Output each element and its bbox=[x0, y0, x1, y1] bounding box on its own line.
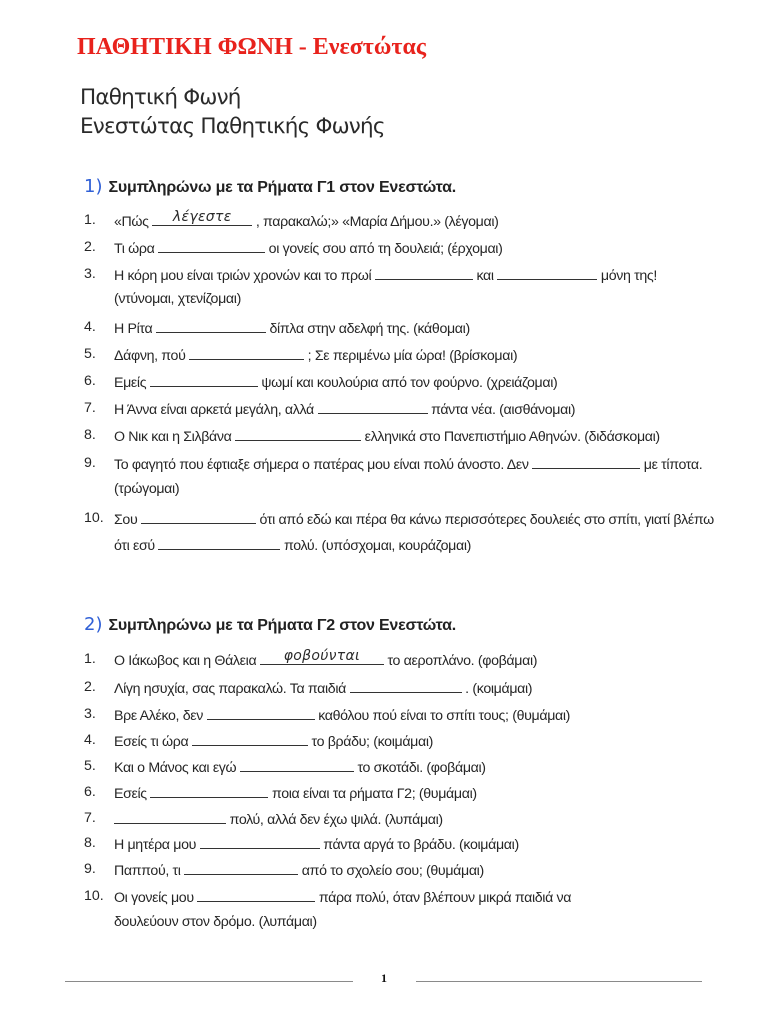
item-text: Οι γονείς μου bbox=[114, 890, 198, 906]
section-heading-2 bbox=[84, 614, 456, 635]
item-number: 10. bbox=[84, 510, 104, 526]
item-number: 4. bbox=[84, 732, 96, 748]
item-text: , παρακαλώ;» «Μαρία Δήμου.» (λέγομαι) bbox=[252, 214, 499, 230]
item-text: Παππού, τι bbox=[114, 863, 185, 879]
section-number: 1) bbox=[84, 176, 103, 197]
item-text: Ο Νικ και η Σιλβάνα bbox=[114, 429, 236, 445]
item-text: με τίποτα. bbox=[640, 457, 703, 473]
answer-blank[interactable] bbox=[200, 834, 320, 849]
answer-blank[interactable] bbox=[192, 731, 308, 746]
section-heading-1 bbox=[84, 176, 456, 197]
item-text: πάντα αργά το βράδυ. (κοιμάμαι) bbox=[319, 837, 519, 853]
item-text: Εσείς bbox=[114, 786, 151, 802]
answer-blank[interactable] bbox=[158, 535, 280, 550]
handwritten-answer: λέγεστε bbox=[172, 209, 232, 225]
answer-blank[interactable] bbox=[141, 509, 256, 524]
section-number: 2) bbox=[84, 614, 103, 635]
page-title: ΠΑΘΗΤΙΚΗ ΦΩΝΗ - Ενεστώτας bbox=[77, 34, 426, 60]
item-text: ποια είναι τα ρήματα Γ2; (θυμάμαι) bbox=[268, 786, 477, 802]
answer-blank[interactable] bbox=[497, 265, 597, 280]
item-text: ; Σε περιμένω μία ώρα! (βρίσκομαι) bbox=[304, 348, 518, 364]
item-number: 2. bbox=[84, 679, 96, 695]
answer-blank[interactable] bbox=[150, 372, 258, 387]
answer-blank[interactable] bbox=[350, 678, 462, 693]
item-number: 3. bbox=[84, 266, 96, 282]
footer-rule-left bbox=[65, 981, 353, 982]
item-text: (τρώγομαι) bbox=[114, 481, 180, 497]
item-text: Και ο Μάνος και εγώ bbox=[114, 760, 240, 776]
answer-blank[interactable] bbox=[240, 757, 354, 772]
item-text: καθόλου πού είναι το σπίτι τους; (θυμάμαι) bbox=[314, 708, 571, 724]
item-text: το βράδυ; (κοιμάμαι) bbox=[307, 734, 434, 750]
section-heading-text: Συμπληρώνω με τα Ρήματα Γ2 στον Ενεστώτα. bbox=[108, 617, 457, 634]
item-number: 1. bbox=[84, 212, 96, 228]
item-number: 6. bbox=[84, 373, 96, 389]
answer-blank[interactable] bbox=[184, 860, 298, 875]
item-text: Η κόρη μου είναι τριών χρονών και το πρωί bbox=[114, 268, 375, 284]
answer-blank[interactable] bbox=[114, 809, 226, 824]
handwritten-answer: φοβούνται bbox=[283, 648, 361, 664]
answer-blank[interactable] bbox=[532, 454, 640, 469]
item-text: Δάφνη, πού bbox=[114, 348, 190, 364]
item-number: 6. bbox=[84, 784, 96, 800]
item-text: ελληνικά στο Πανεπιστήμιο Αθηνών. (διδάσκομαι) bbox=[361, 429, 660, 445]
item-number: 9. bbox=[84, 455, 96, 471]
item-number: 5. bbox=[84, 758, 96, 774]
item-text: Εμείς bbox=[114, 375, 150, 391]
answer-blank[interactable] bbox=[152, 211, 252, 226]
item-text: το αεροπλάνο. (φοβάμαι) bbox=[383, 653, 538, 669]
item-text: Η Άννα είναι αρκετά μεγάλη, αλλά bbox=[114, 402, 318, 418]
item-text: μόνη της! bbox=[597, 268, 658, 284]
item-text: δίπλα στην αδελφή της. (κάθομαι) bbox=[265, 321, 470, 337]
answer-blank[interactable] bbox=[375, 265, 473, 280]
item-text: Λίγη ησυχία, σας παρακαλώ. Τα παιδιά bbox=[114, 681, 350, 697]
answer-blank[interactable] bbox=[158, 238, 265, 253]
item-text: πολύ. (υπόσχομαι, κουράζομαι) bbox=[280, 538, 471, 554]
item-text: Εσείς τι ώρα bbox=[114, 734, 192, 750]
item-text: από το σχολείο σου; (θυμάμαι) bbox=[298, 863, 484, 879]
item-number: 4. bbox=[84, 319, 96, 335]
item-number: 5. bbox=[84, 346, 96, 362]
answer-blank[interactable] bbox=[197, 887, 315, 902]
item-text: Η Ρίτα bbox=[114, 321, 156, 337]
item-text: «Πώς bbox=[114, 214, 153, 230]
answer-blank[interactable] bbox=[207, 705, 315, 720]
book-header-line2: Ενεστώτας Παθητικής Φωνής bbox=[80, 114, 385, 139]
answer-blank[interactable] bbox=[318, 399, 428, 414]
item-number: 8. bbox=[84, 427, 96, 443]
item-text: Ο Ιάκωβος και η Θάλεια bbox=[114, 653, 260, 669]
item-text: ψωμί και κουλούρια από τον φούρνο. (χρειάζομαι) bbox=[257, 375, 558, 391]
section-heading-text: Συμπληρώνω με τα Ρήματα Γ1 στον Ενεστώτα. bbox=[108, 179, 457, 196]
book-header-line1: Παθητική Φωνή bbox=[80, 85, 241, 110]
item-text: δουλεύουν στον δρόμο. (λυπάμαι) bbox=[114, 914, 317, 930]
item-text: Τι ώρα bbox=[114, 241, 159, 257]
item-number: 7. bbox=[84, 400, 96, 416]
page-footer bbox=[0, 965, 768, 995]
item-number: 2. bbox=[84, 239, 96, 255]
item-text: ότι εσύ bbox=[114, 538, 159, 554]
book-header bbox=[80, 83, 385, 141]
item-number: 10. bbox=[84, 888, 104, 904]
item-text: πάρα πολύ, όταν βλέπουν μικρά παιδιά να bbox=[315, 890, 572, 906]
answer-blank[interactable] bbox=[260, 650, 384, 665]
item-number: 3. bbox=[84, 706, 96, 722]
item-text: και bbox=[472, 268, 498, 284]
item-text: . (κοιμάμαι) bbox=[461, 681, 533, 697]
item-text: Η μητέρα μου bbox=[114, 837, 200, 853]
item-text: Βρε Αλέκο, δεν bbox=[114, 708, 207, 724]
item-number: 9. bbox=[84, 861, 96, 877]
item-text: το σκοτάδι. (φοβάμαι) bbox=[353, 760, 486, 776]
footer-rule-right bbox=[416, 981, 702, 982]
item-number: 7. bbox=[84, 810, 96, 826]
item-text: (ντύνομαι, χτενίζομαι) bbox=[114, 291, 241, 307]
page-number: 1 bbox=[381, 971, 387, 985]
item-text: Σου bbox=[114, 512, 141, 528]
answer-blank[interactable] bbox=[150, 783, 268, 798]
item-text: πολύ, αλλά δεν έχω ψιλά. (λυπάμαι) bbox=[226, 812, 443, 828]
answer-blank[interactable] bbox=[235, 426, 361, 441]
item-number: 1. bbox=[84, 651, 96, 667]
item-text: πάντα νέα. (αισθάνομαι) bbox=[427, 402, 576, 418]
item-number: 8. bbox=[84, 835, 96, 851]
item-text: οι γονείς σου από τη δουλειά; (έρχομαι) bbox=[265, 241, 503, 257]
item-text: ότι από εδώ και πέρα θα κάνω περισσότερες δουλειές στο σπίτι, γιατί βλέπω bbox=[255, 512, 714, 528]
answer-blank[interactable] bbox=[189, 345, 304, 360]
answer-blank[interactable] bbox=[156, 318, 266, 333]
item-text: Το φαγητό που έφτιαξε σήμερα ο πατέρας μου είναι πολύ άνοστο. Δεν bbox=[114, 457, 533, 473]
